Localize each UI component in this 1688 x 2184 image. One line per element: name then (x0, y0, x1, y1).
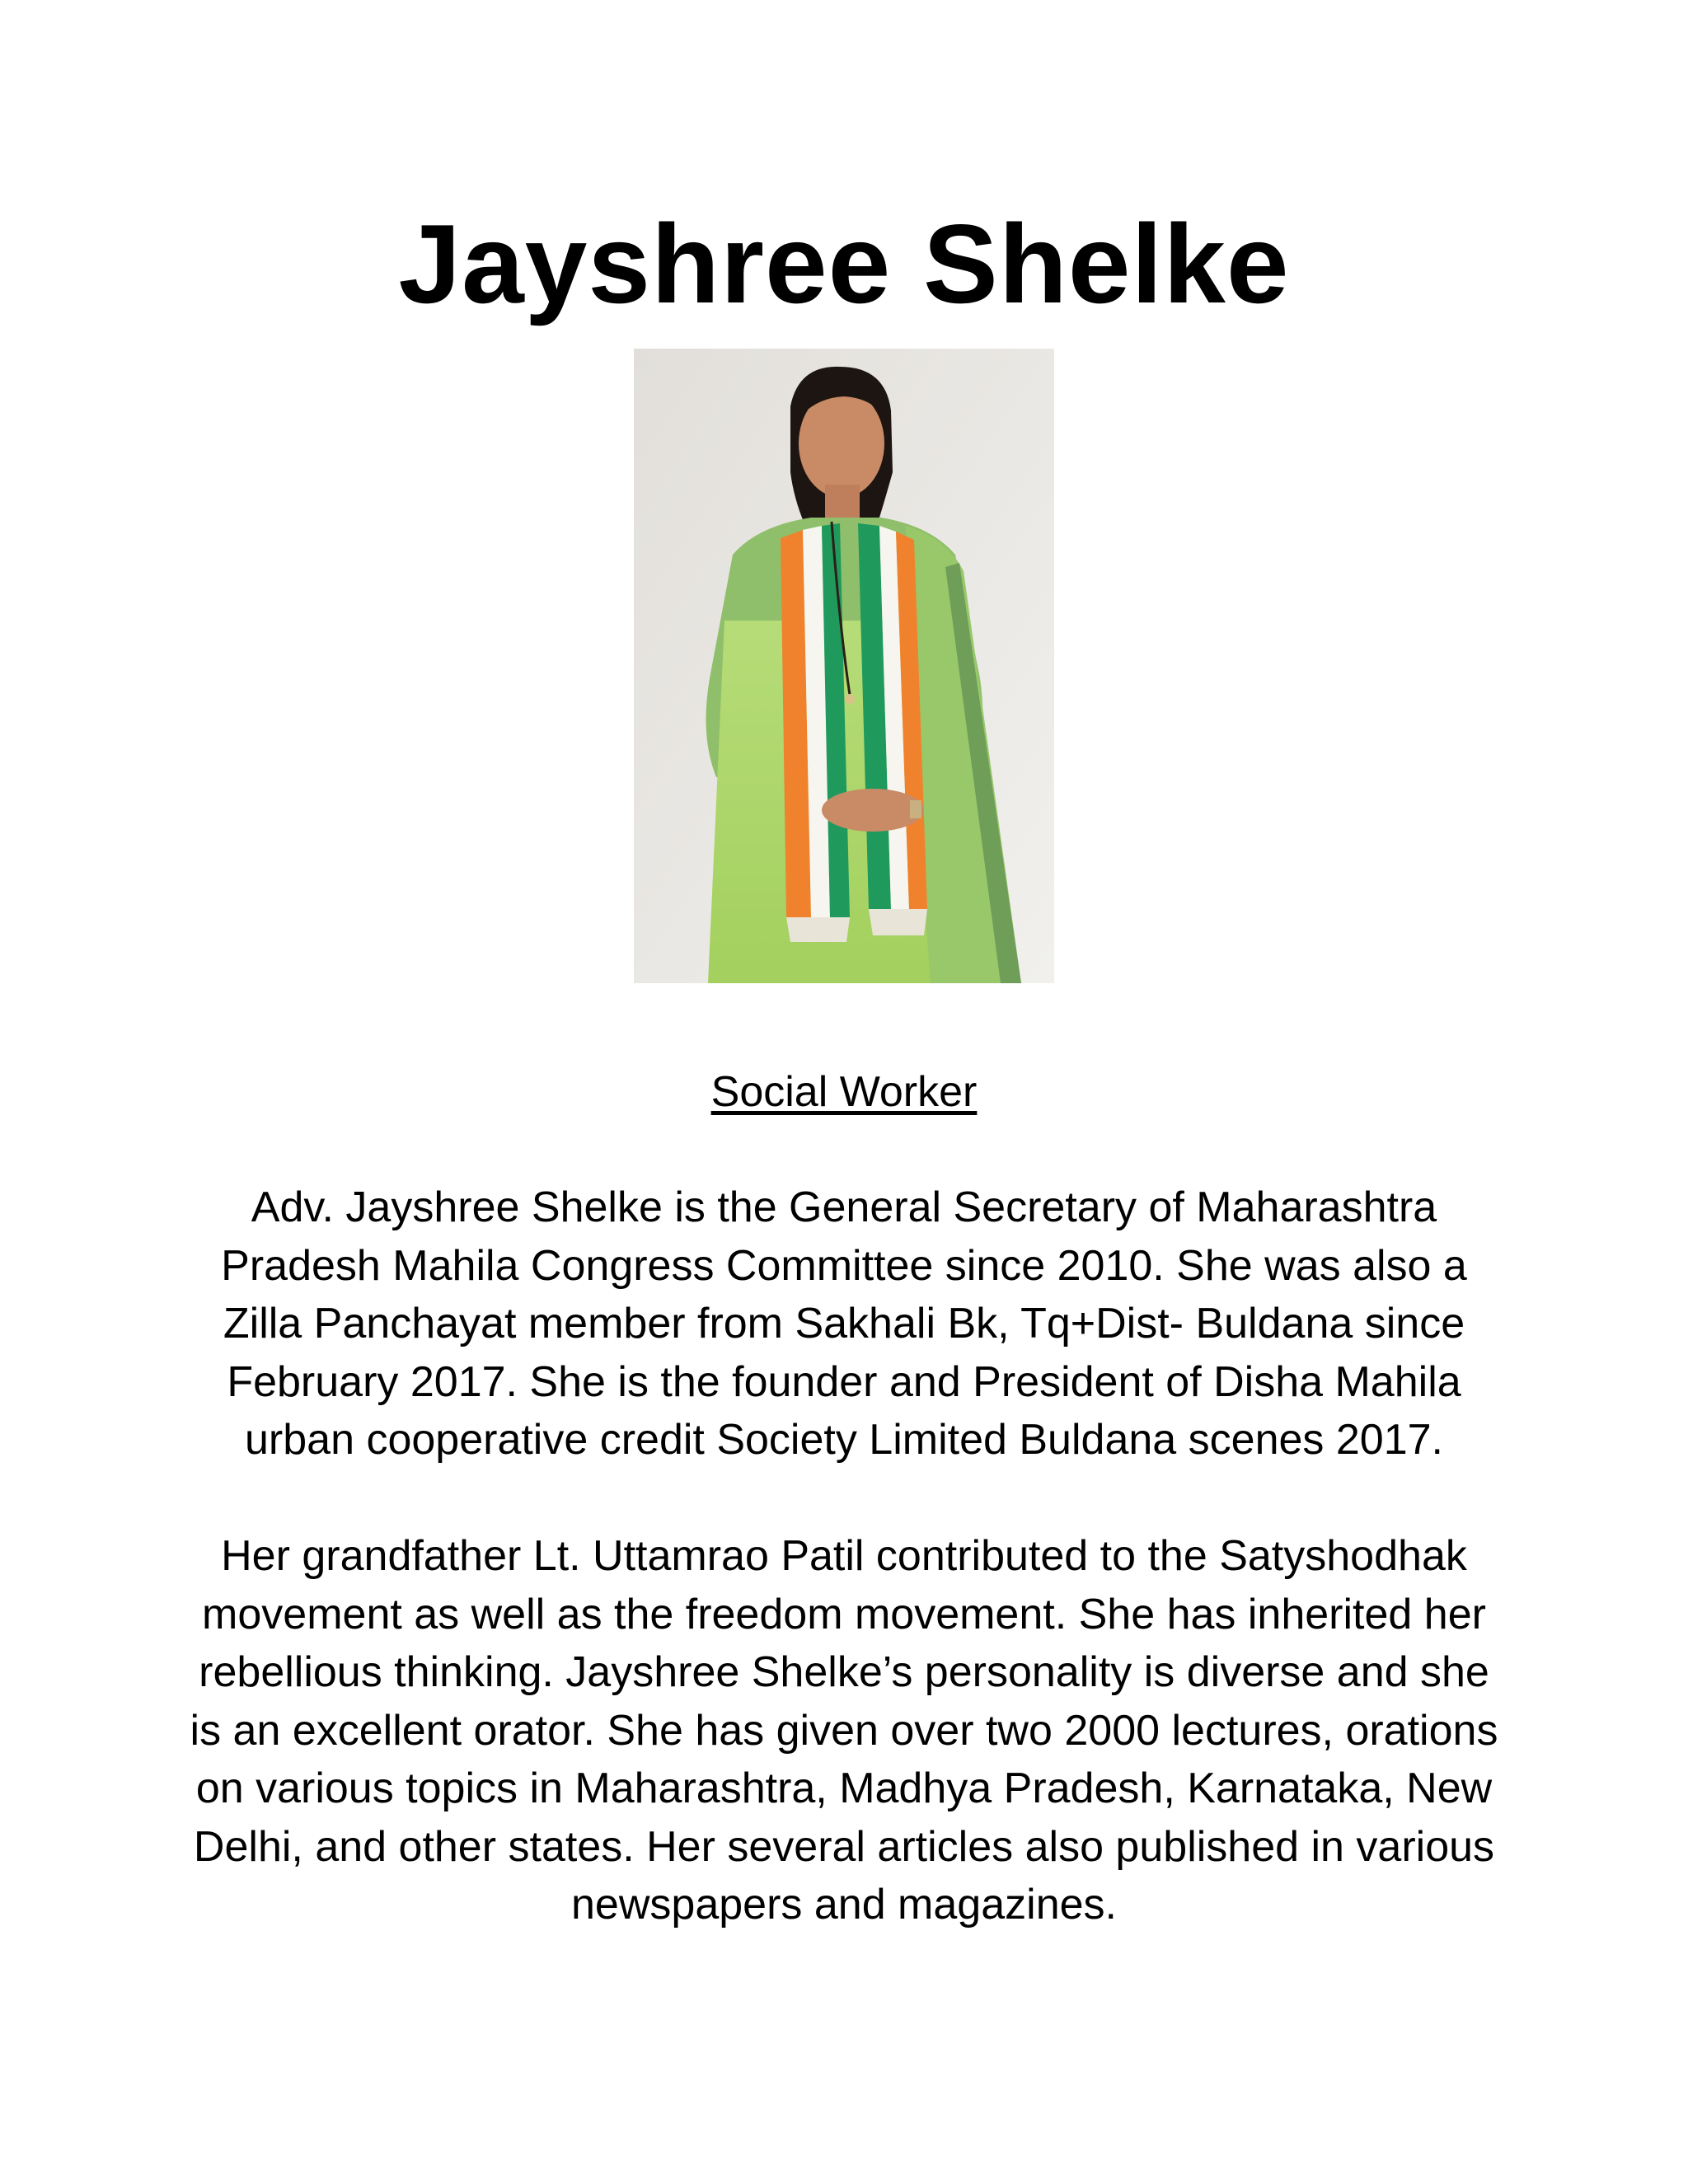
bio-paragraph-2: Her grandfather Lt. Uttamrao Patil contributed to the Satyshodhak movement as well as the freedom movement. She has inherited her rebellious thinking. Jayshree Shelke’s personality is diverse and she is an excellent orator. She has given over two 2000 lectures, orations on various topics in Maharashtra, Madhya Pradesh, Karnataka, New Delhi, and other states. Her several articles also published in various newspapers and magazines. (190, 1532, 1498, 1929)
portrait-photo (634, 349, 1054, 983)
role-subtitle: Social Worker (710, 1068, 978, 1116)
page-title: Jayshree Shelke (398, 201, 1290, 326)
bio-paragraph-1: Adv. Jayshree Shelke is the General Secretary of Maharashtra Pradesh Mahila Congress Committee since 2010. She was also a Zilla Panchayat member from Sakhali Bk, Tq+Dist- Buldana since February 2017. She is the founder and President of Disha Mahila urban cooperative credit Society Limited Buldana scenes 2017. (221, 1183, 1467, 1464)
